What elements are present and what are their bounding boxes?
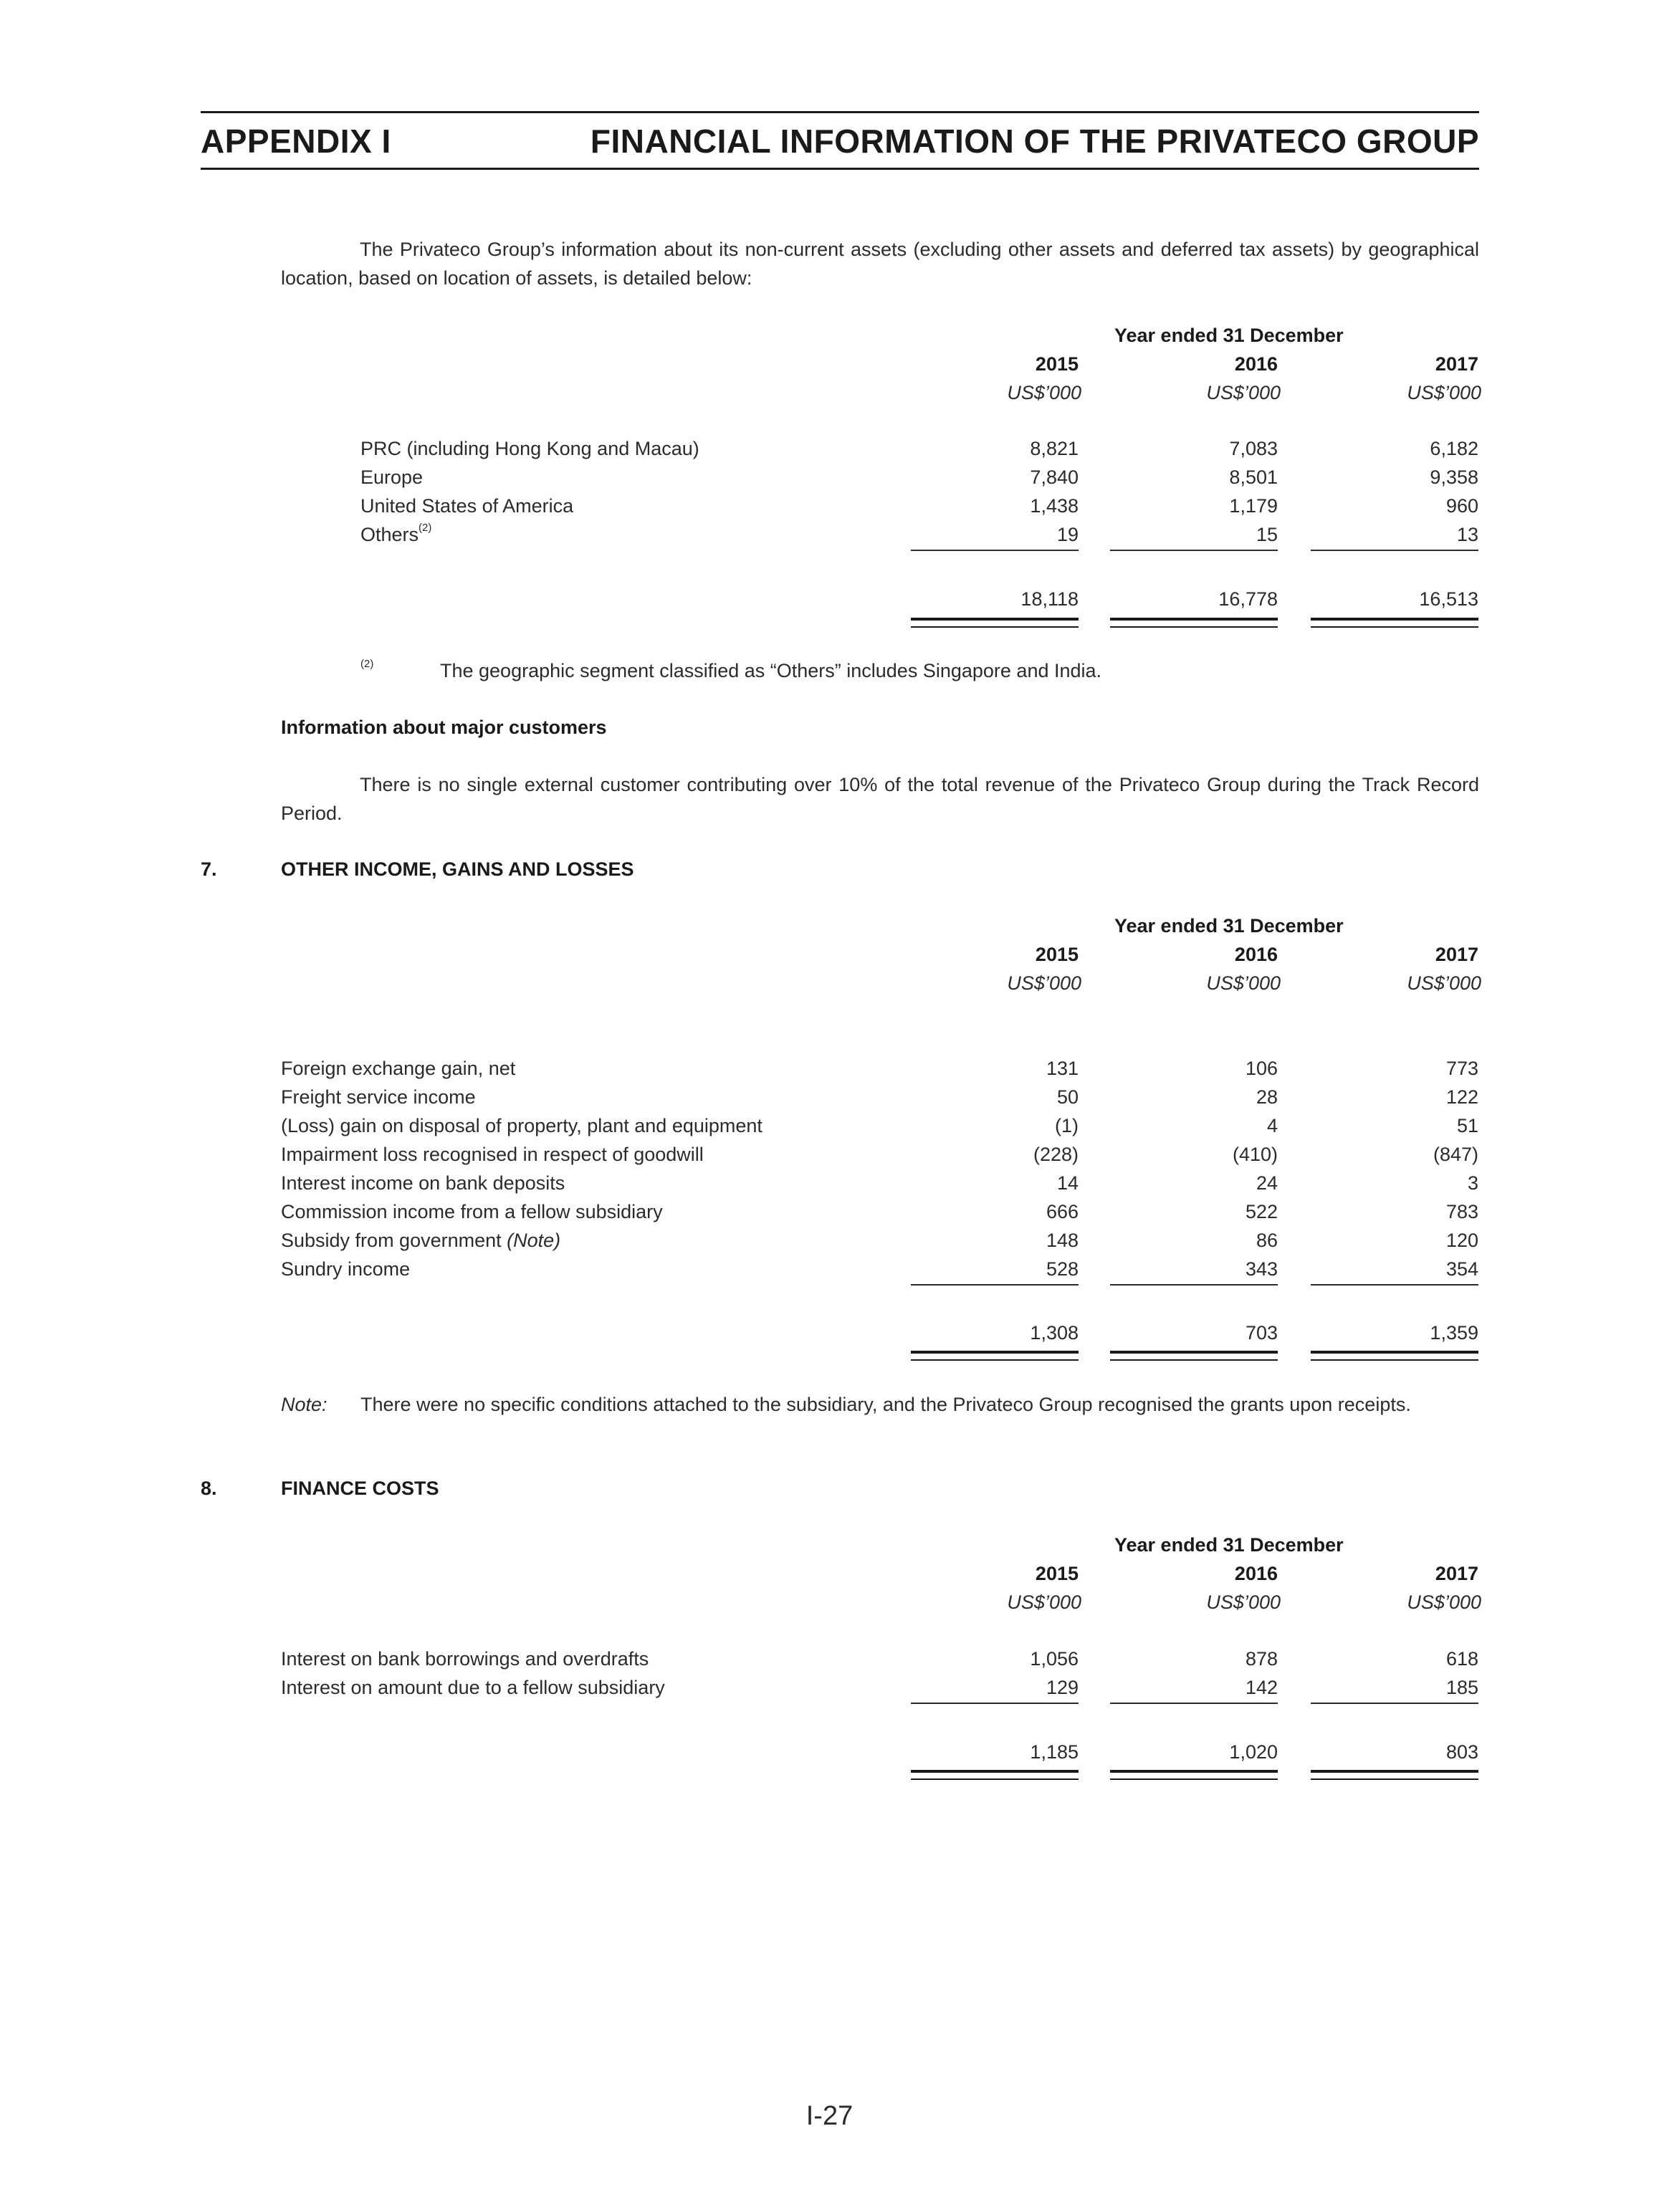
section8-cell: 129 bbox=[1046, 1677, 1079, 1698]
section8-cell: 618 bbox=[1445, 1648, 1478, 1670]
note-text: There were no specific conditions attached to the subsidiary, and the Privateco Group recognised the grants upon receipts. bbox=[360, 1394, 1411, 1415]
subtotal-rule bbox=[1110, 550, 1278, 551]
section8-cell: 1,056 bbox=[1030, 1648, 1079, 1670]
section7-year-2017: 2017 bbox=[1435, 944, 1478, 965]
page-title: FINANCIAL INFORMATION OF THE PRIVATECO GROUP bbox=[590, 123, 1479, 160]
major-customers-text: There is no single external customer contributing over 10% of the total revenue of the Privateco Group during the Track Record Period. bbox=[281, 774, 1479, 824]
section7-cell: 773 bbox=[1445, 1058, 1478, 1079]
section7-cell: (847) bbox=[1433, 1144, 1478, 1165]
section8-total: 1,020 bbox=[1229, 1741, 1278, 1763]
section7-cell: (228) bbox=[1033, 1144, 1079, 1165]
table1-total: 16,513 bbox=[1419, 588, 1478, 610]
appendix-label: APPENDIX I bbox=[201, 123, 391, 160]
section8-unit: US$’000 bbox=[1206, 1591, 1281, 1613]
section7-row-label: Interest income on bank deposits bbox=[281, 1172, 565, 1194]
total-double-rule bbox=[911, 618, 1079, 628]
table1-cell: 6,182 bbox=[1430, 438, 1478, 459]
section7-unit: US$’000 bbox=[1206, 972, 1281, 994]
table1-cell: 8,821 bbox=[1030, 438, 1079, 459]
table1-cell: 15 bbox=[1256, 524, 1278, 545]
table1-total: 18,118 bbox=[1020, 588, 1079, 610]
section7-cell: 343 bbox=[1245, 1258, 1278, 1280]
section7-cell: 14 bbox=[1056, 1172, 1079, 1194]
table1-row-label: United States of America bbox=[360, 495, 574, 517]
table1-row-label: Europe bbox=[360, 466, 424, 488]
major-customers-heading: Information about major customers bbox=[281, 717, 607, 738]
subtotal-rule bbox=[1311, 550, 1478, 551]
intro-paragraph: The Privateco Group’s information about its non-current assets (excluding other assets and deferred tax assets) by geographical location, based on location of assets, is detailed below: bbox=[281, 239, 1479, 289]
table1-cell: 1,179 bbox=[1229, 495, 1278, 517]
section8-title: FINANCE COSTS bbox=[281, 1478, 439, 1499]
section7-cell: (1) bbox=[1055, 1115, 1079, 1136]
table1-cell: 9,358 bbox=[1430, 466, 1478, 488]
total-double-rule bbox=[1110, 1770, 1278, 1780]
table1-cell: 13 bbox=[1456, 524, 1478, 545]
section8-unit: US$’000 bbox=[1407, 1591, 1481, 1613]
total-double-rule bbox=[1311, 1351, 1478, 1361]
subtotal-rule bbox=[911, 550, 1079, 551]
section7-row-label: Impairment loss recognised in respect of goodwill bbox=[281, 1144, 704, 1165]
section7-total: 703 bbox=[1245, 1322, 1278, 1344]
table1-year-2016: 2016 bbox=[1234, 353, 1278, 375]
section7-cell: 106 bbox=[1245, 1058, 1278, 1079]
section8-period-header: Year ended 31 December bbox=[1114, 1534, 1344, 1556]
section7-year-2016: 2016 bbox=[1234, 944, 1278, 965]
section7-cell: 522 bbox=[1245, 1201, 1278, 1222]
footnote-marker: (2) bbox=[360, 658, 374, 670]
footnote-text: The geographic segment classified as “Others” includes Singapore and India. bbox=[440, 660, 1102, 681]
section7-row-label: (Loss) gain on disposal of property, plant and equipment bbox=[281, 1115, 762, 1136]
section8-cell: 185 bbox=[1445, 1677, 1478, 1698]
table1-cell: 8,501 bbox=[1229, 466, 1278, 488]
section7-cell: 86 bbox=[1256, 1230, 1278, 1251]
section8-cell: 878 bbox=[1245, 1648, 1278, 1670]
section7-cell: 24 bbox=[1256, 1172, 1278, 1194]
total-double-rule bbox=[911, 1770, 1079, 1780]
header-rule-top bbox=[201, 111, 1479, 113]
table1-year-2017: 2017 bbox=[1435, 353, 1478, 375]
section7-cell: 3 bbox=[1467, 1172, 1478, 1194]
section8-year-2017: 2017 bbox=[1435, 1563, 1478, 1584]
table1-unit: US$’000 bbox=[1407, 382, 1481, 403]
section7-cell: (410) bbox=[1232, 1144, 1278, 1165]
section8-row-label: Interest on bank borrowings and overdrafts bbox=[281, 1648, 649, 1670]
subtotal-rule bbox=[911, 1703, 1079, 1704]
section7-cell: 666 bbox=[1046, 1201, 1079, 1222]
table1-cell: 1,438 bbox=[1030, 495, 1079, 517]
table1-period-header: Year ended 31 December bbox=[1114, 325, 1344, 346]
section7-cell: 51 bbox=[1456, 1115, 1478, 1136]
section7-cell: 122 bbox=[1445, 1086, 1478, 1108]
table1-cell: 19 bbox=[1056, 524, 1079, 545]
section8-row-label: Interest on amount due to a fellow subsidiary bbox=[281, 1677, 665, 1698]
page-number: I-27 bbox=[805, 2101, 854, 2131]
section8-total: 803 bbox=[1445, 1741, 1478, 1763]
section7-unit: US$’000 bbox=[1007, 972, 1081, 994]
section7-year-2015: 2015 bbox=[1035, 944, 1079, 965]
subtotal-rule bbox=[1110, 1703, 1278, 1704]
section8-number: 8. bbox=[201, 1478, 217, 1499]
footnote-marker: (2) bbox=[419, 522, 432, 534]
table1-row-label: PRC (including Hong Kong and Macau) bbox=[360, 438, 699, 459]
table1-total: 16,778 bbox=[1218, 588, 1278, 610]
section8-unit: US$’000 bbox=[1007, 1591, 1081, 1613]
section7-cell: 528 bbox=[1046, 1258, 1079, 1280]
section8-cell: 142 bbox=[1245, 1677, 1278, 1698]
header-rule-bottom bbox=[201, 168, 1479, 170]
total-double-rule bbox=[1311, 1770, 1478, 1780]
section7-row-label: Freight service income bbox=[281, 1086, 476, 1108]
table1-cell: 7,083 bbox=[1229, 438, 1278, 459]
section7-cell: 28 bbox=[1256, 1086, 1278, 1108]
section7-cell: 148 bbox=[1046, 1230, 1079, 1251]
section7-cell: 354 bbox=[1445, 1258, 1478, 1280]
section7-unit: US$’000 bbox=[1407, 972, 1481, 994]
section7-cell: 783 bbox=[1445, 1201, 1478, 1222]
table1-cell: 960 bbox=[1445, 495, 1478, 517]
subtotal-rule bbox=[1110, 1284, 1278, 1285]
section7-number: 7. bbox=[201, 858, 217, 880]
section7-cell: 131 bbox=[1046, 1058, 1079, 1079]
section7-total: 1,359 bbox=[1430, 1322, 1478, 1344]
section7-cell: 50 bbox=[1056, 1086, 1079, 1108]
note-reference: (Note) bbox=[507, 1230, 561, 1251]
subtotal-rule bbox=[911, 1284, 1079, 1285]
total-double-rule bbox=[911, 1351, 1079, 1361]
section7-cell: 120 bbox=[1445, 1230, 1478, 1251]
section7-cell: 4 bbox=[1266, 1115, 1278, 1136]
section8-total: 1,185 bbox=[1030, 1741, 1079, 1763]
section7-row-label: Subsidy from government (Note) bbox=[281, 1230, 561, 1251]
section7-total: 1,308 bbox=[1030, 1322, 1079, 1344]
section7-title: OTHER INCOME, GAINS AND LOSSES bbox=[281, 858, 634, 880]
table1-year-2015: 2015 bbox=[1035, 353, 1079, 375]
note-label: Note: bbox=[281, 1394, 328, 1415]
section7-row-label: Foreign exchange gain, net bbox=[281, 1058, 516, 1079]
table1-row-label: Others$^{(2)}$ bbox=[360, 522, 432, 545]
total-double-rule bbox=[1110, 618, 1278, 628]
table1-cell: 7,840 bbox=[1030, 466, 1079, 488]
total-double-rule bbox=[1311, 618, 1478, 628]
table1-unit: US$’000 bbox=[1007, 382, 1081, 403]
section7-period-header: Year ended 31 December bbox=[1114, 915, 1344, 937]
section7-row-label: Commission income from a fellow subsidiary bbox=[281, 1201, 663, 1222]
section7-row-label: Sundry income bbox=[281, 1258, 411, 1280]
subtotal-rule bbox=[1311, 1703, 1478, 1704]
subtotal-rule bbox=[1311, 1284, 1478, 1285]
table1-unit: US$’000 bbox=[1206, 382, 1281, 403]
section8-year-2016: 2016 bbox=[1234, 1563, 1278, 1584]
total-double-rule bbox=[1110, 1351, 1278, 1361]
section8-year-2015: 2015 bbox=[1035, 1563, 1079, 1584]
